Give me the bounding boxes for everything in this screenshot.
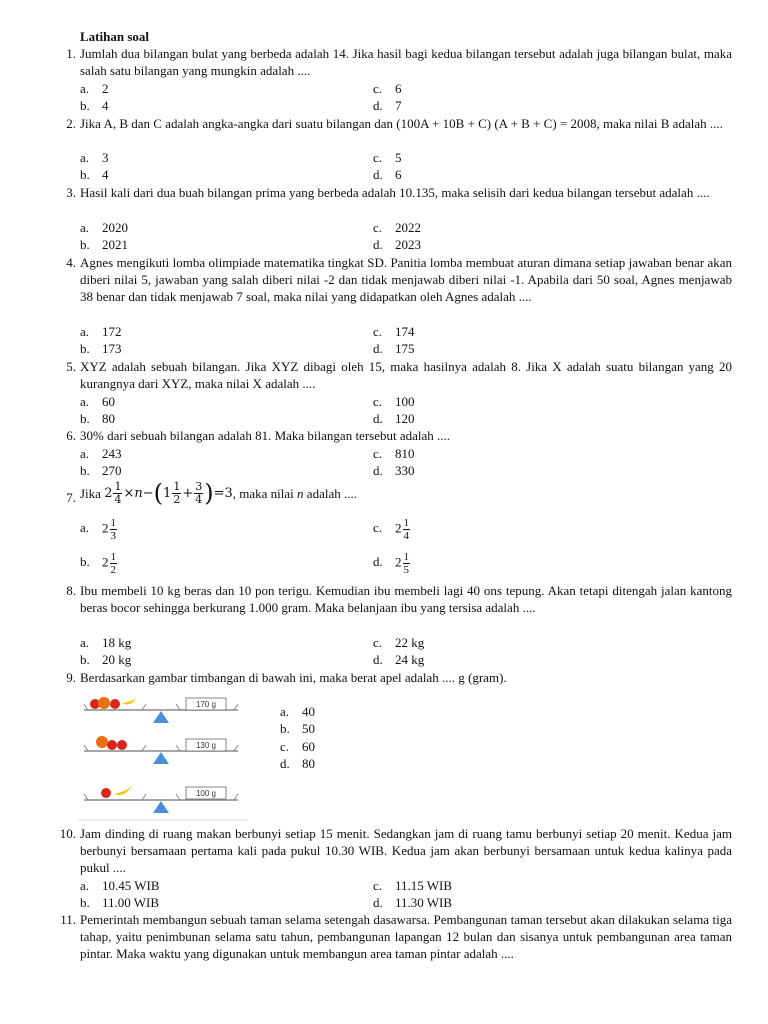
- option-c: c. 2 $\frac{1}{4}$: [373, 517, 409, 542]
- question-2: [50, 115, 732, 132]
- question-number: 8.: [66, 583, 76, 598]
- orange-icon: [96, 736, 108, 748]
- option-b: b. 50: [280, 721, 315, 737]
- option-a: a. 243: [80, 446, 122, 461]
- question-10: [50, 825, 732, 877]
- scale-2: [84, 736, 238, 764]
- question-number: 10.: [59, 826, 76, 841]
- apple-icon: [117, 740, 127, 750]
- question-number: 4.: [66, 255, 76, 270]
- option-a: a. 172: [80, 324, 122, 339]
- weight-label: 130 g: [195, 741, 217, 750]
- option-c: c. 2022: [373, 220, 421, 235]
- option-b: b. 80: [80, 411, 115, 426]
- worksheet-title: Latihan soal: [80, 29, 149, 44]
- scale-fulcrum: [153, 801, 169, 813]
- orange-icon: [98, 697, 110, 709]
- equation: 2 $\frac{1}{4}$ × n − ( 1 $\frac{1}{2}$ + $\frac{3}{4}$ ) =3: [104, 478, 233, 507]
- question-number: 7.: [66, 490, 76, 505]
- question-11: [50, 911, 732, 963]
- option-b: b. 4: [80, 167, 109, 182]
- question-number: 6.: [66, 428, 76, 443]
- question-text: Jika 2 $\frac{1}{4}$ × n − ( 1 $\frac{1}{2}$ + $\frac{3}{4}$ ) =3 , maka nilai n adalah ....: [80, 478, 357, 507]
- option-d: d. 7: [373, 98, 402, 113]
- scale-3: [78, 786, 248, 820]
- apple-icon: [101, 788, 111, 798]
- option-b: b. 2 $\frac{1}{2}$: [80, 551, 116, 576]
- question-5: [50, 358, 732, 392]
- option-b: b. 2021: [80, 237, 128, 252]
- question-text: XYZ adalah sebuah bilangan. Jika XYZ dibagi oleh 15, maka hasilnya adalah 8. Jika X adalah suatu bilangan yang 20 kurangnya dari XYZ, maka nilai X adalah ....: [80, 359, 732, 392]
- scales-illustration: [78, 690, 248, 825]
- apple-icon: [107, 740, 117, 750]
- option-d: d. 11.30 WIB: [373, 895, 453, 910]
- weight-label: 100 g: [195, 789, 217, 798]
- option-d: d. 80: [280, 756, 315, 772]
- question-text: Jumlah dua bilangan bulat yang berbeda adalah 14. Jika hasil bagi kedua bilangan tersebut adalah juga bilangan bulat, maka salah satu bilangan yang mungkin adalah ....: [80, 46, 732, 79]
- option-d: d. 175: [373, 341, 415, 356]
- option-c: c. 100: [373, 394, 415, 409]
- question-9: [50, 669, 732, 686]
- option-a: a. 60: [80, 394, 115, 409]
- option-c: c. 174: [373, 324, 415, 339]
- scale-fulcrum: [153, 752, 169, 764]
- option-d: d. 24 kg: [373, 652, 425, 667]
- weight-label: 170 g: [195, 700, 217, 709]
- question-4: [50, 254, 732, 306]
- option-d: d. 6: [373, 167, 402, 182]
- option-a: a. 40: [280, 704, 315, 719]
- question-1: [50, 45, 732, 79]
- question-number: 9.: [66, 670, 76, 685]
- question-text: Hasil kali dari dua buah bilangan prima yang berbeda adalah 10.135, maka selisih dari kedua bilangan tersebut adalah ....: [80, 185, 710, 200]
- question-text: Jam dinding di ruang makan berbunyi setiap 15 menit. Sedangkan jam di ruang tamu berbunyi setiap 20 menit. Kedua jam berbunyi bersamaan pertama kali pada pukul 10.30 WIB. Kedua jam akan berbunyi bersamaan untuk kedua kalinya pada pukul ....: [80, 826, 732, 876]
- option-a: a. 2: [80, 81, 109, 96]
- scale-1: [84, 697, 238, 723]
- option-d: d. 330: [373, 463, 415, 478]
- question-text: 30% dari sebuah bilangan adalah 81. Maka bilangan tersebut adalah ....: [80, 428, 451, 443]
- option-a: a. 10.45 WIB: [80, 878, 160, 893]
- question-text: Pemerintah membangun sebuah taman selama setengah dasawarsa. Pembangunan taman tersebut akan dilakukan selama tiga tahap, yaitu penimbunan selama satu tahun, pembangunan lapangan 12 bulan dan sisanya untuk pembangunan area taman pintar. Maka waktu yang digunakan untuk membangun area taman pintar adalah ....: [80, 912, 732, 962]
- question-number: 2.: [66, 116, 76, 131]
- option-d: d. 2023: [373, 237, 421, 252]
- option-a: a. 2 $\frac{1}{3}$: [80, 517, 116, 542]
- question-8: [50, 582, 732, 616]
- apple-icon: [110, 699, 120, 709]
- option-b: b. 173: [80, 341, 122, 356]
- question-number: 1.: [66, 46, 76, 61]
- option-a: a. 3: [80, 150, 109, 165]
- question-number: 3.: [66, 185, 76, 200]
- question-number: 5.: [66, 359, 76, 374]
- option-c: c. 810: [373, 446, 415, 461]
- option-b: b. 270: [80, 463, 122, 478]
- option-c: c. 60: [280, 738, 315, 754]
- question-text: Agnes mengikuti lomba olimpiade matematika tingkat SD. Panitia lomba membuat aturan dimana setiap jawaban benar akan diberi nilai 5, jawaban yang salah diberi nilai -2 dan tidak menjawab diberi nilai -1. Apabila dari 50 soal, Agnes menjawab 38 benar dan tidak menjawab 7 soal, maka nilai yang didapatkan oleh Agnes adalah ....: [80, 255, 732, 305]
- option-d: d. 120: [373, 411, 415, 426]
- options-9: [280, 703, 315, 773]
- scale-fulcrum: [153, 711, 169, 723]
- question-7: [50, 478, 732, 507]
- option-c: c. 22 kg: [373, 635, 425, 650]
- option-c: c. 5: [373, 150, 402, 165]
- option-a: a. 2020: [80, 220, 128, 235]
- option-b: b. 4: [80, 98, 109, 113]
- option-a: a. 18 kg: [80, 635, 132, 650]
- question-text: Ibu membeli 10 kg beras dan 10 pon terigu. Kemudian ibu membeli lagi 40 ons tepung. Akan tetapi ditengah jalan kantong beras bocor sehingga berkurang 1.000 gram. Maka belanjaan ibu yang tersisa adalah ....: [80, 583, 732, 616]
- option-b: b. 11.00 WIB: [80, 895, 160, 910]
- banana-icon: [122, 698, 136, 705]
- question-text: Jika A, B dan C adalah angka-angka dari suatu bilangan dan (100A + 10B + C) (A + B + C) = 2008, maka nilai B adalah ....: [80, 116, 723, 131]
- option-c: c. 6: [373, 81, 402, 96]
- option-b: b. 20 kg: [80, 652, 132, 667]
- question-number: 11.: [60, 912, 76, 927]
- question-6: [50, 427, 732, 444]
- option-d: d. 2 $\frac{1}{5}$: [373, 551, 409, 576]
- banana-icon: [114, 786, 132, 795]
- question-text: Berdasarkan gambar timbangan di bawah ini, maka berat apel adalah .... g (gram).: [80, 670, 507, 685]
- question-3: [50, 184, 732, 201]
- option-c: c. 11.15 WIB: [373, 878, 453, 893]
